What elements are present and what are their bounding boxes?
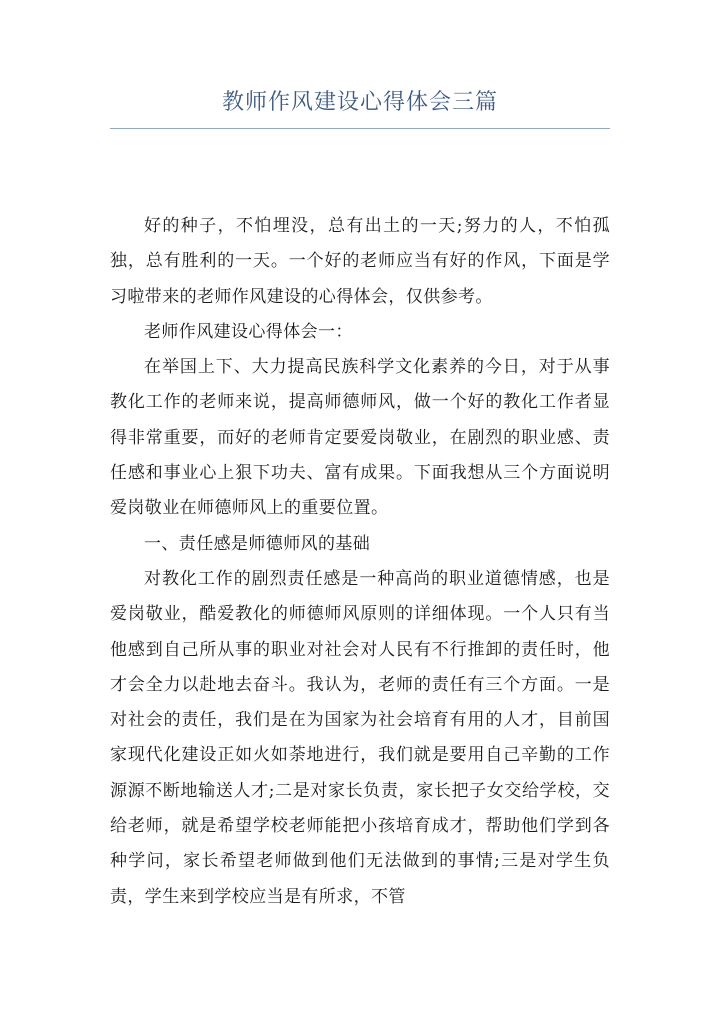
document-body (110, 209, 610, 915)
document-title: 教师作风建设心得体会三篇 (221, 90, 498, 115)
subheading-responsibility: 一、责任感是师德师风的基础 (144, 533, 371, 554)
paragraph-section-one: 在举国上下、大力提高民族科学文化素养的今日，对于从事教化工作的老师来说，提高师德师风，做一个好的教化工作者显得非常重要，而好的老师肯定要爱岗敬业，在剧烈的职业感、责任感和事业心上狠下功夫、富有成果。下面我想从三个方面说明爱岗敬业在师德师风上的重要位置。 (110, 357, 610, 519)
paragraph-responsibility: 对教化工作的剧烈责任感是一种高尚的职业道德情感，也是爱岗敬业，酷爱教化的师德师风原则的详细体现。一个人只有当他感到自己所从事的职业对社会对人民有不行推卸的责任时，他才会全力以赴地去奋斗。我认为，老师的责任有三个方面。一是对社会的责任，我们是在为国家为社会培育有用的人才，目前国家现代化建设正如火如荼地进行，我们就是要用自己辛勤的工作源源不断地输送人才;二是对家长负责，家长把子女交给学校，交给老师，就是希望学校老师能把小孩培育成才，帮助他们学到各种学问，家长希望老师做到他们无法做到的事情;三是对学生负责，学生来到学校应当是有所求，不管 (110, 568, 610, 907)
paragraph-intro: 好的种子，不怕埋没，总有出土的一天;努力的人，不怕孤独，总有胜利的一天。一个好的老师应当有好的作风，下面是学习啦带来的老师作风建设的心得体会，仅供参考。 (110, 216, 610, 307)
title-divider (110, 128, 610, 129)
section-heading-one: 老师作风建设心得体会一： (144, 321, 353, 342)
